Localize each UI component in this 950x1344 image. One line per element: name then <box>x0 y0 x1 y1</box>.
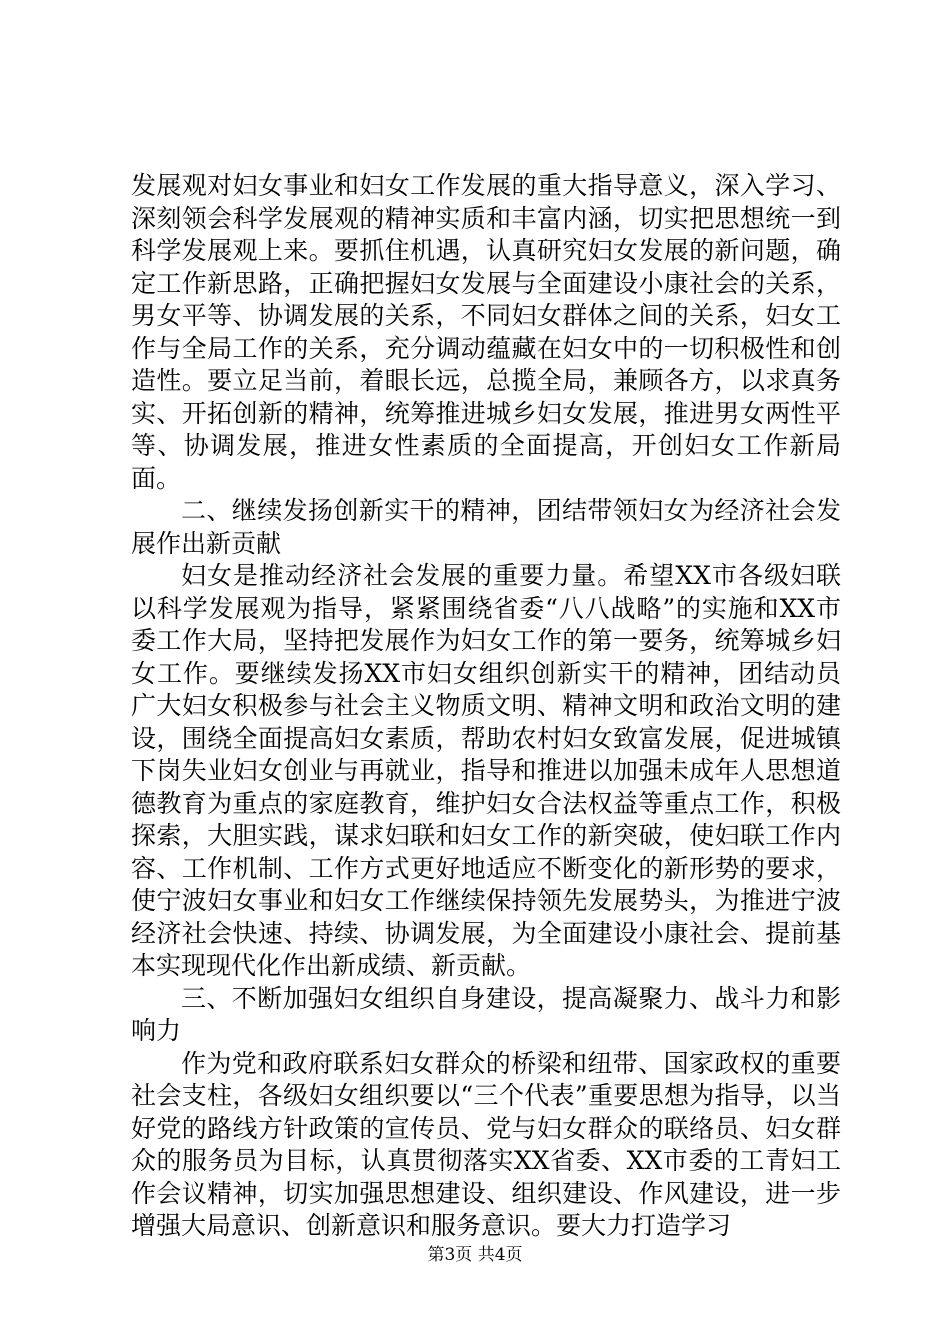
section-heading-3: 三、不断加强妇女组织自身建设，提高凝聚力、战斗力和影响力 <box>131 983 841 1045</box>
paragraph-1: 发展观对妇女事业和妇女工作发展的重大指导意义，深入学习、深刻领会科学发展观的精神实质和丰富内涵，切实把思想统一到科学发展观上来。要抓住机遇，认真研究妇女发展的新问题，确定工作新思路，正确把握妇女发展与全面建设小康社会的关系，男女平等、协调发展的关系，不同妇女群体之间的关系，妇女工作与全局工作的关系，充分调动蕴藏在妇女中的一切积极性和创造性。要立足当前，着眼长远，总揽全局，兼顾各方，以求真务实、开拓创新的精神，统筹推进城乡妇女发展，推进男女两性平等、协调发展，推进女性素质的全面提高，开创妇女工作新局面。 <box>131 171 841 493</box>
paragraph-2: 妇女是推动经济社会发展的重要力量。希望XX市各级妇联以科学发展观为指导，紧紧围绕省委“八八战略”的实施和XX市委工作大局，坚持把发展作为妇女工作的第一要务，统筹城乡妇女工作。要继续发扬XX市妇女组织创新实干的精神，团结动员广大妇女积极参与社会主义物质文明、精神文明和政治文明的建设，围绕全面提高妇女素质，帮助农村妇女致富发展，促进城镇下岗失业妇女创业与再就业，指导和推进以加强未成年人思想道德教育为重点的家庭教育，维护妇女合法权益等重点工作，积极探索，大胆实践，谋求妇联和妇女工作的新突破，使妇联工作内容、工作机制、工作方式更好地适应不断变化的新形势的要求，使宁波妇女事业和妇女工作继续保持领先发展势头，为推进宁波经济社会快速、持续、协调发展，为全面建设小康社会、提前基本实现现代化作出新成绩、新贡献。 <box>131 561 841 980</box>
paragraph-3: 作为党和政府联系妇女群众的桥梁和纽带、国家政权的重要社会支柱，各级妇女组织要以“三个代表”重要思想为指导，以当好党的路线方针政策的宣传员、党与妇女群众的联络员、妇女群众的服务员为目标，认真贯彻落实XX省委、XX市委的工青妇工作会议精神，切实加强思想建设、组织建设、作风建设，进一步增强大局意识、创新意识和服务意识。要大力打造学习 <box>131 1048 841 1240</box>
section-heading-2: 二、继续发扬创新实干的精神，团结带领妇女为经济社会发展作出新贡献 <box>131 496 841 558</box>
document-body <box>131 170 841 1243</box>
page-footer: 第3页 共4页 <box>427 1245 523 1265</box>
